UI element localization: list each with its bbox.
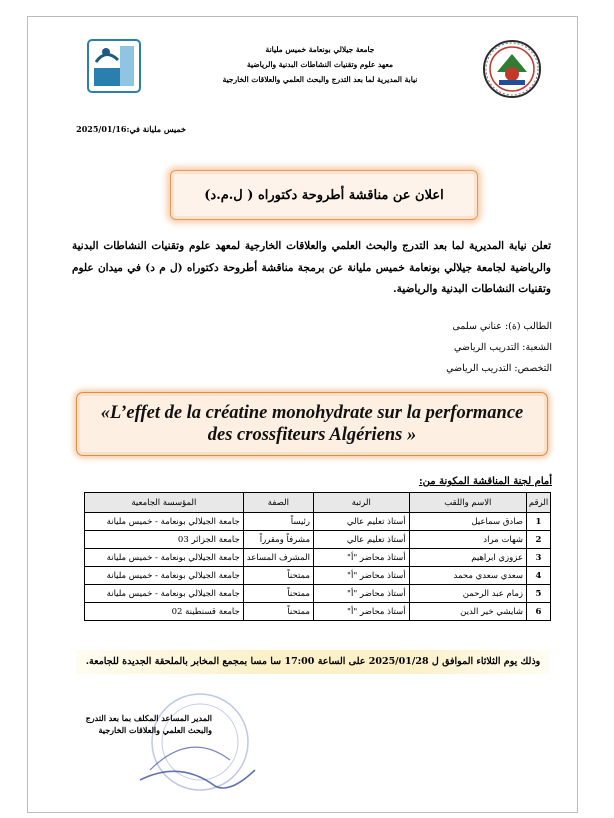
header-name: الاسم واللقب <box>409 493 526 513</box>
row-name: شايشي خير الدين <box>409 603 526 621</box>
table-row <box>85 531 551 549</box>
table-row <box>85 567 551 585</box>
row-number: 1 <box>527 513 551 531</box>
row-rank: أستاذ تعليم عالي <box>314 531 410 549</box>
row-rank: أستاذ محاضر "أ" <box>314 585 410 603</box>
row-institution: جامعة الجزائر 03 <box>85 531 244 549</box>
signature-line1: المدير المساعد المكلف بما بعد التدرج <box>85 713 212 723</box>
header-text <box>210 42 430 87</box>
header-directorate: نيابة المديرية لما بعد التدرج والبحث العلمي والعلاقات الخارجية <box>222 75 418 84</box>
thesis-title-line2: des crossfiteurs Algériens » <box>207 425 417 445</box>
row-number: 6 <box>527 603 551 621</box>
signature-block <box>72 712 212 736</box>
header-institute: معهد علوم وتقنيات النشاطات البدنية والرياضية <box>247 60 393 69</box>
table-row <box>85 585 551 603</box>
institute-logo <box>477 38 547 100</box>
row-name: سعدي سعدي محمد <box>409 567 526 585</box>
jury-header-row <box>85 493 551 513</box>
student-info <box>352 316 552 379</box>
thesis-title-box <box>76 392 548 456</box>
university-logo <box>86 38 142 94</box>
issue-date: خميس مليانة في:2025/01/16 <box>76 124 186 134</box>
row-name: صادق سماعيل <box>409 513 526 531</box>
header-role: الصفة <box>243 493 313 513</box>
row-name: زمام عبد الرحمن <box>409 585 526 603</box>
announcement-paragraph: تعلن نيابة المديرية لما بعد التدرج والبحث العلمي والعلاقات الخارجية لمعهد علوم وتقنيات النشاطات البدنية والرياضية لجامعة جيلالي بونعامة خميس مليانة عن برمجة مناقشة أطروحة دكتوراه (ل م د) في ميدان علوم وتقنيات النشاطات البدنية والرياضية. <box>72 240 551 295</box>
defense-date-bar: وذلك يوم الثلاثاء الموافق ل 2025/01/28 على الساعة 17:00 سا مسا بمجمع المخابر بالملحقة الجديدة للجامعة. <box>76 650 550 674</box>
row-role: ممتحناً <box>243 567 313 585</box>
header-number: الرقم <box>527 493 551 513</box>
table-row <box>85 603 551 621</box>
row-rank: أستاذ محاضر "أ" <box>314 603 410 621</box>
row-name: عزوزي ابراهيم <box>409 549 526 567</box>
row-institution: جامعة الجيلالي بونعامة - خميس مليانة <box>85 513 244 531</box>
row-institution: جامعة الجيلالي بونعامة - خميس مليانة <box>85 549 244 567</box>
row-rank: أستاذ محاضر "أ" <box>314 549 410 567</box>
row-role: ممتحناً <box>243 603 313 621</box>
row-number: 4 <box>527 567 551 585</box>
student-name: الطالب (ة): عناني سلمى <box>452 321 552 332</box>
header-institution: المؤسسة الجامعية <box>85 493 244 513</box>
announcement-title: اعلان عن مناقشة أطروحة دكتوراه ( ل.م.د) <box>204 187 444 203</box>
row-institution: جامعة قسنطينة 02 <box>85 603 244 621</box>
student-specialty: التخصص: التدريب الرياضي <box>446 363 552 374</box>
row-role: المشرف المساعد <box>243 549 313 567</box>
thesis-title-line1: «L’effet de la créatine monohydrate sur la performance <box>100 403 524 423</box>
jury-table <box>84 492 551 621</box>
row-role: ممتحناً <box>243 585 313 603</box>
signature-line2: والبحث العلمي والعلاقات الخارجية <box>98 725 212 735</box>
thesis-title <box>101 402 524 446</box>
table-row <box>85 513 551 531</box>
row-role: مشرفاً ومقرراً <box>243 531 313 549</box>
table-row <box>85 549 551 567</box>
row-number: 3 <box>527 549 551 567</box>
official-stamp <box>120 690 270 800</box>
row-institution: جامعة الجيلالي بونعامة - خميس مليانة <box>85 567 244 585</box>
header-rank: الرتبة <box>314 493 410 513</box>
jury-title: أمام لجنة المناقشة المكونة من: <box>418 476 552 487</box>
row-rank: أستاذ تعليم عالي <box>314 513 410 531</box>
announcement-title-box <box>170 170 478 220</box>
row-rank: أستاذ محاضر "أ" <box>314 567 410 585</box>
row-number: 2 <box>527 531 551 549</box>
header-university: جامعة جيلالي بونعامة خميس مليانة <box>265 45 375 54</box>
row-role: رئيساً <box>243 513 313 531</box>
student-branch: الشعبة: التدريب الرياضي <box>453 342 552 353</box>
row-number: 5 <box>527 585 551 603</box>
row-institution: جامعة الجيلالي بونعامة - خميس مليانة <box>85 585 244 603</box>
row-name: شهات مراد <box>409 531 526 549</box>
